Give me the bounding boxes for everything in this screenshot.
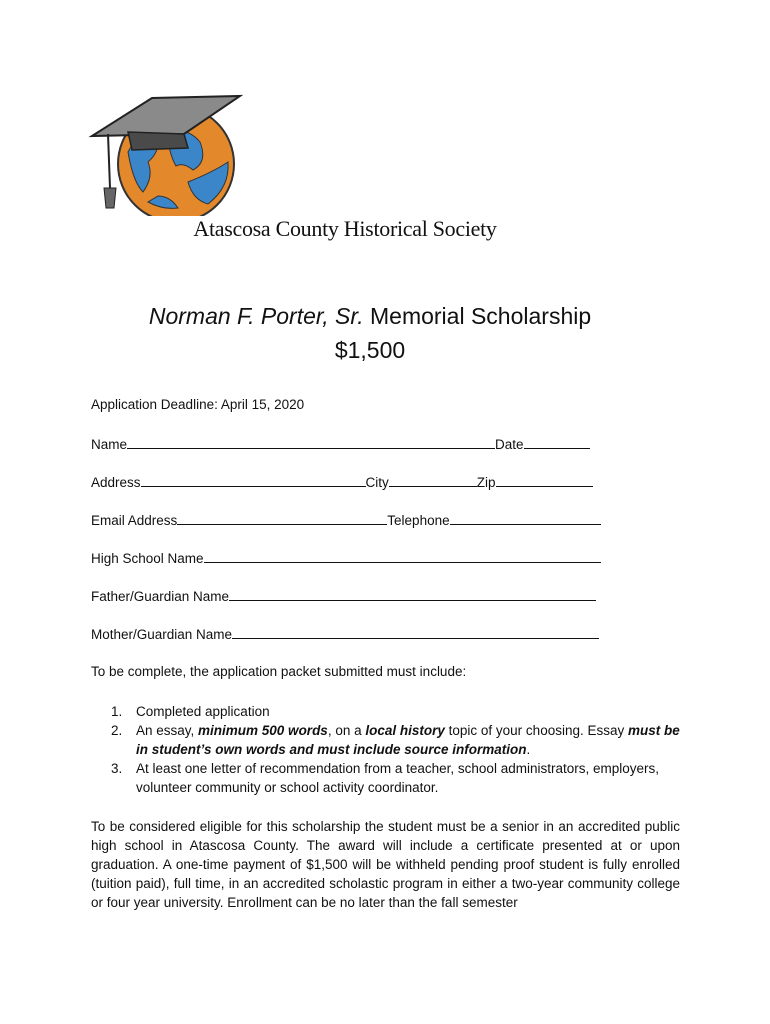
eligibility-paragraph: To be considered eligible for this scholarship the student must be a senior in an accredited public high school in Atascosa County. The award will include a certificate presented at or upon graduation. A one-time payment of $1,500 will be withheld pending proof student is fully enrolled (tuition paid), full time, in an accredited scholastic program in either a two-year community college or four year university. Enrollment can be no later than the fall semester	[91, 819, 680, 910]
telephone-field[interactable]	[450, 511, 601, 525]
high-school-label: High School Name	[91, 551, 204, 566]
address-label: Address	[91, 475, 141, 490]
email-telephone-row	[91, 511, 601, 528]
city-field[interactable]	[389, 473, 477, 487]
address-field[interactable]	[141, 473, 366, 487]
list-item: 3. At least one letter of recommendation from a teacher, school administrators, employers, volunteer community or school activity coordinator.	[111, 761, 659, 795]
date-label: Date	[495, 437, 524, 452]
mother-row	[91, 625, 599, 642]
name-label: Name	[91, 437, 128, 452]
packet-intro: To be complete, the application packet submitted must include:	[91, 664, 467, 679]
father-row	[91, 587, 596, 604]
name-field[interactable]	[127, 435, 495, 449]
application-deadline: Application Deadline: April 15, 2020	[91, 397, 305, 412]
telephone-label: Telephone	[387, 513, 450, 528]
scholarship-amount: $1,500	[334, 337, 406, 363]
requirements-list	[91, 702, 681, 797]
email-label: Email Address	[91, 513, 178, 528]
list-item: 2. An essay, minimum 500 words, on a local history topic of your choosing. Essay must be in student’s own words and must include source information.	[111, 723, 680, 757]
zip-field[interactable]	[496, 473, 593, 487]
organization-name: Atascosa County Historical Society	[193, 216, 497, 241]
mother-label: Mother/Guardian Name	[91, 627, 233, 642]
father-field[interactable]	[229, 587, 596, 601]
mother-field[interactable]	[232, 625, 599, 639]
date-field[interactable]	[524, 435, 590, 449]
graduation-globe-logo	[88, 92, 248, 216]
address-row	[91, 473, 593, 490]
list-item: 1. Completed application	[111, 704, 270, 719]
scholarship-title: Norman F. Porter, Sr. Memorial Scholarship	[148, 303, 592, 329]
city-label: City	[365, 475, 389, 490]
name-date-row	[91, 435, 590, 452]
email-field[interactable]	[177, 511, 387, 525]
zip-label: Zip	[476, 475, 496, 490]
high-school-field[interactable]	[204, 549, 601, 563]
father-label: Father/Guardian Name	[91, 589, 230, 604]
high-school-row	[91, 549, 601, 566]
